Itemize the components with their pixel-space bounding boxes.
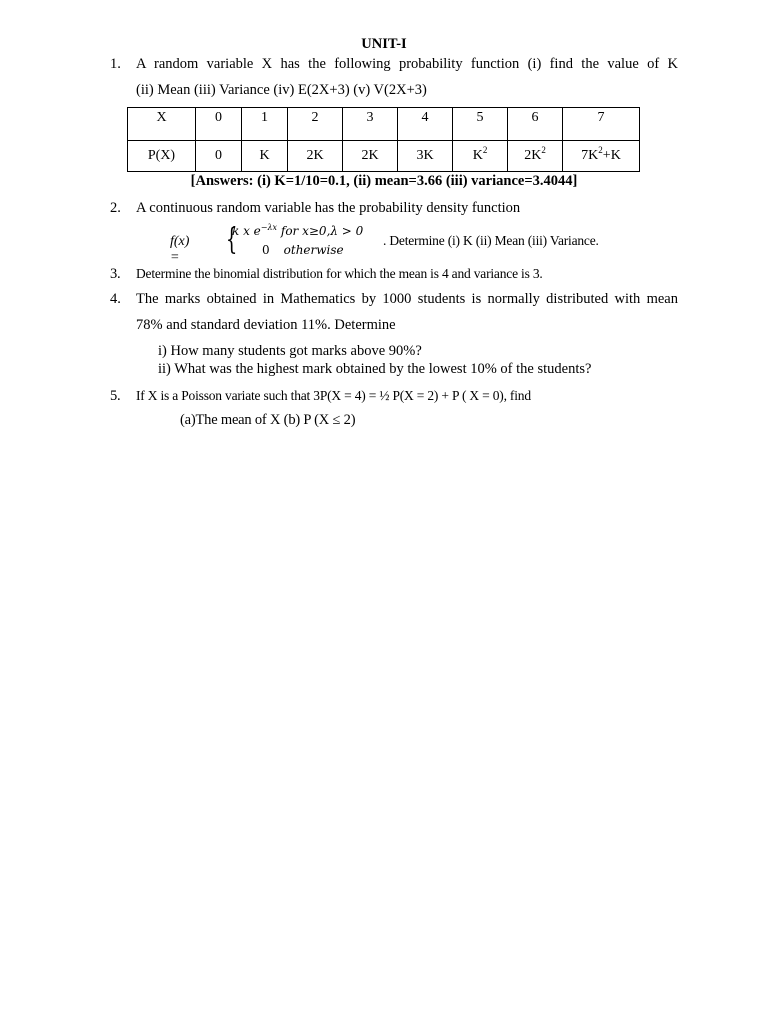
formula-lhs: f(x) =: [170, 234, 190, 265]
table-cell: 0: [196, 141, 242, 172]
cell-base: 2K: [524, 148, 542, 163]
table-cell: 1: [242, 108, 288, 141]
table-cell: 2: [288, 108, 343, 141]
cell-base: K: [472, 148, 483, 163]
table-cell: 2K: [288, 141, 343, 172]
probability-table: [127, 107, 640, 172]
question-text: 78% and standard deviation 11%. Determine: [136, 317, 396, 333]
table-cell: [508, 141, 563, 172]
question-number: 5.: [110, 388, 121, 404]
left-brace-icon: {: [225, 222, 238, 257]
table-cell: 3K: [398, 141, 453, 172]
question-text: A continuous random variable has the probability density function: [136, 200, 521, 216]
table-row: [128, 141, 640, 172]
question-text: The marks obtained in Mathematics by 1000 students is normally distributed with mean: [136, 291, 678, 307]
cell-base: 7K: [581, 148, 599, 163]
answers-line: [Answers: (i) K=1/10=0.1, (ii) mean=3.66 (iii) variance=3.4044]: [190, 173, 578, 189]
table-cell: [453, 141, 508, 172]
question-text: (ii) Mean (iii) Variance (iv) E(2X+3) (v) V(2X+3): [136, 82, 427, 98]
table-cell: P(X): [128, 141, 196, 172]
question-text-tail: . Determine (i) K (ii) Mean (iii) Variance.: [383, 233, 599, 248]
table-cell: 7: [563, 108, 640, 141]
question-number: 3.: [110, 266, 121, 282]
question-4-sub-1: i) How many students got marks above 90%?: [158, 343, 422, 359]
table-cell: 6: [508, 108, 563, 141]
formula-case-1: k x $e^{-\lambda x}$ for x≥0,λ > 0: [232, 223, 364, 238]
table-row: [128, 108, 640, 141]
table-cell: 5: [453, 108, 508, 141]
cell-superscript: 2: [598, 145, 603, 155]
table-cell: [563, 141, 640, 172]
question-number: 4.: [110, 291, 121, 307]
table-cell: 0: [196, 108, 242, 141]
table-cell: 4: [398, 108, 453, 141]
table-cell: 2K: [343, 141, 398, 172]
question-text: A random variable X has the following probability function (i) find the value of K: [136, 56, 678, 72]
cell-tail: +K: [602, 148, 621, 163]
question-5-parts: (a)The mean of X (b) P (X ≤ 2): [180, 412, 356, 428]
cell-superscript: 2: [482, 145, 488, 155]
question-number: 1.: [110, 56, 121, 72]
question-text: If X is a Poisson variate such that 3P(X = 4) = ½ P(X = 2) + P ( X = 0), find: [136, 388, 531, 403]
question-4-sub-2: ii) What was the highest mark obtained by the lowest 10% of the students?: [158, 361, 592, 377]
table-cell: 3: [343, 108, 398, 141]
question-number: 2.: [110, 200, 121, 216]
cell-superscript: 2: [541, 145, 546, 155]
question-text: Determine the binomial distribution for which the mean is 4 and variance is 3.: [136, 266, 543, 281]
formula-case-2: 0 otherwise: [262, 243, 344, 257]
table-cell: K: [242, 141, 288, 172]
unit-title: UNIT-I: [361, 36, 407, 52]
table-cell: X: [128, 108, 196, 141]
